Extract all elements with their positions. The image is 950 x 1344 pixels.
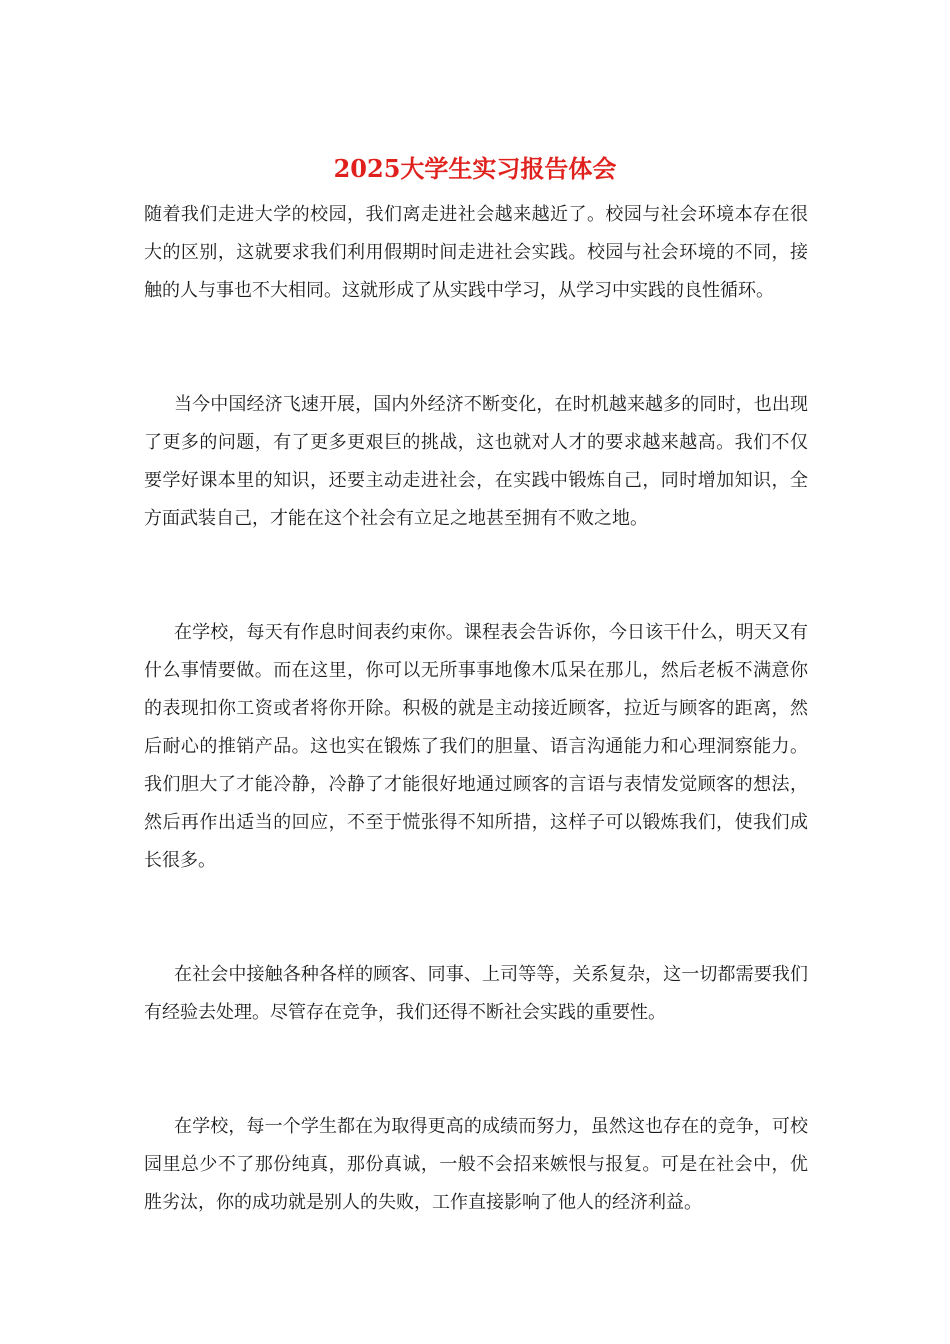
document-title: 2025大学生实习报告体会: [333, 154, 617, 183]
paragraph-2: 当今中国经济飞速开展，国内外经济不断变化，在时机越来越多的同时，也出现了更多的问题，有了更多更艰巨的挑战，这也就对人才的要求越来越高。我们不仅要学好课本里的知识，还要主动走进社会，在实践中锻炼自己，同时增加知识，全方面武装自己，才能在这个社会有立足之地甚至拥有不败之地。: [144, 394, 808, 529]
paragraph-4: 在社会中接触各种各样的顾客、同事、上司等等，关系复杂，这一切都需要我们有经验去处理。尽管存在竞争，我们还得不断社会实践的重要性。: [144, 964, 808, 1023]
paragraph-5: 在学校，每一个学生都在为取得更高的成绩而努力，虽然这也存在的竞争，可校园里总少不了那份纯真，那份真诚，一般不会招来嫉恨与报复。可是在社会中，优胜劣汰，你的成功就是别人的失败，工作直接影响了他人的经济利益。: [144, 1116, 808, 1213]
document-body: [144, 196, 808, 1222]
paragraph-3: 在学校，每天有作息时间表约束你。课程表会告诉你，今日该干什么，明天又有什么事情要做。而在这里，你可以无所事事地像木瓜呆在那儿，然后老板不满意你的表现扣你工资或者将你开除。积极的就是主动接近顾客，拉近与顾客的距离，然后耐心的推销产品。这也实在锻炼了我们的胆量、语言沟通能力和心理洞察能力。我们胆大了才能冷静，冷静了才能很好地通过顾客的言语与表情发觉顾客的想法，然后再作出适当的回应，不至于慌张得不知所措，这样子可以锻炼我们，使我们成长很多。: [144, 622, 808, 871]
paragraph-1: 随着我们走进大学的校园，我们离走进社会越来越近了。校园与社会环境本存在很大的区别，这就要求我们利用假期时间走进社会实践。校园与社会环境的不同，接触的人与事也不大相同。这就形成了从实践中学习，从学习中实践的良性循环。: [144, 204, 808, 301]
